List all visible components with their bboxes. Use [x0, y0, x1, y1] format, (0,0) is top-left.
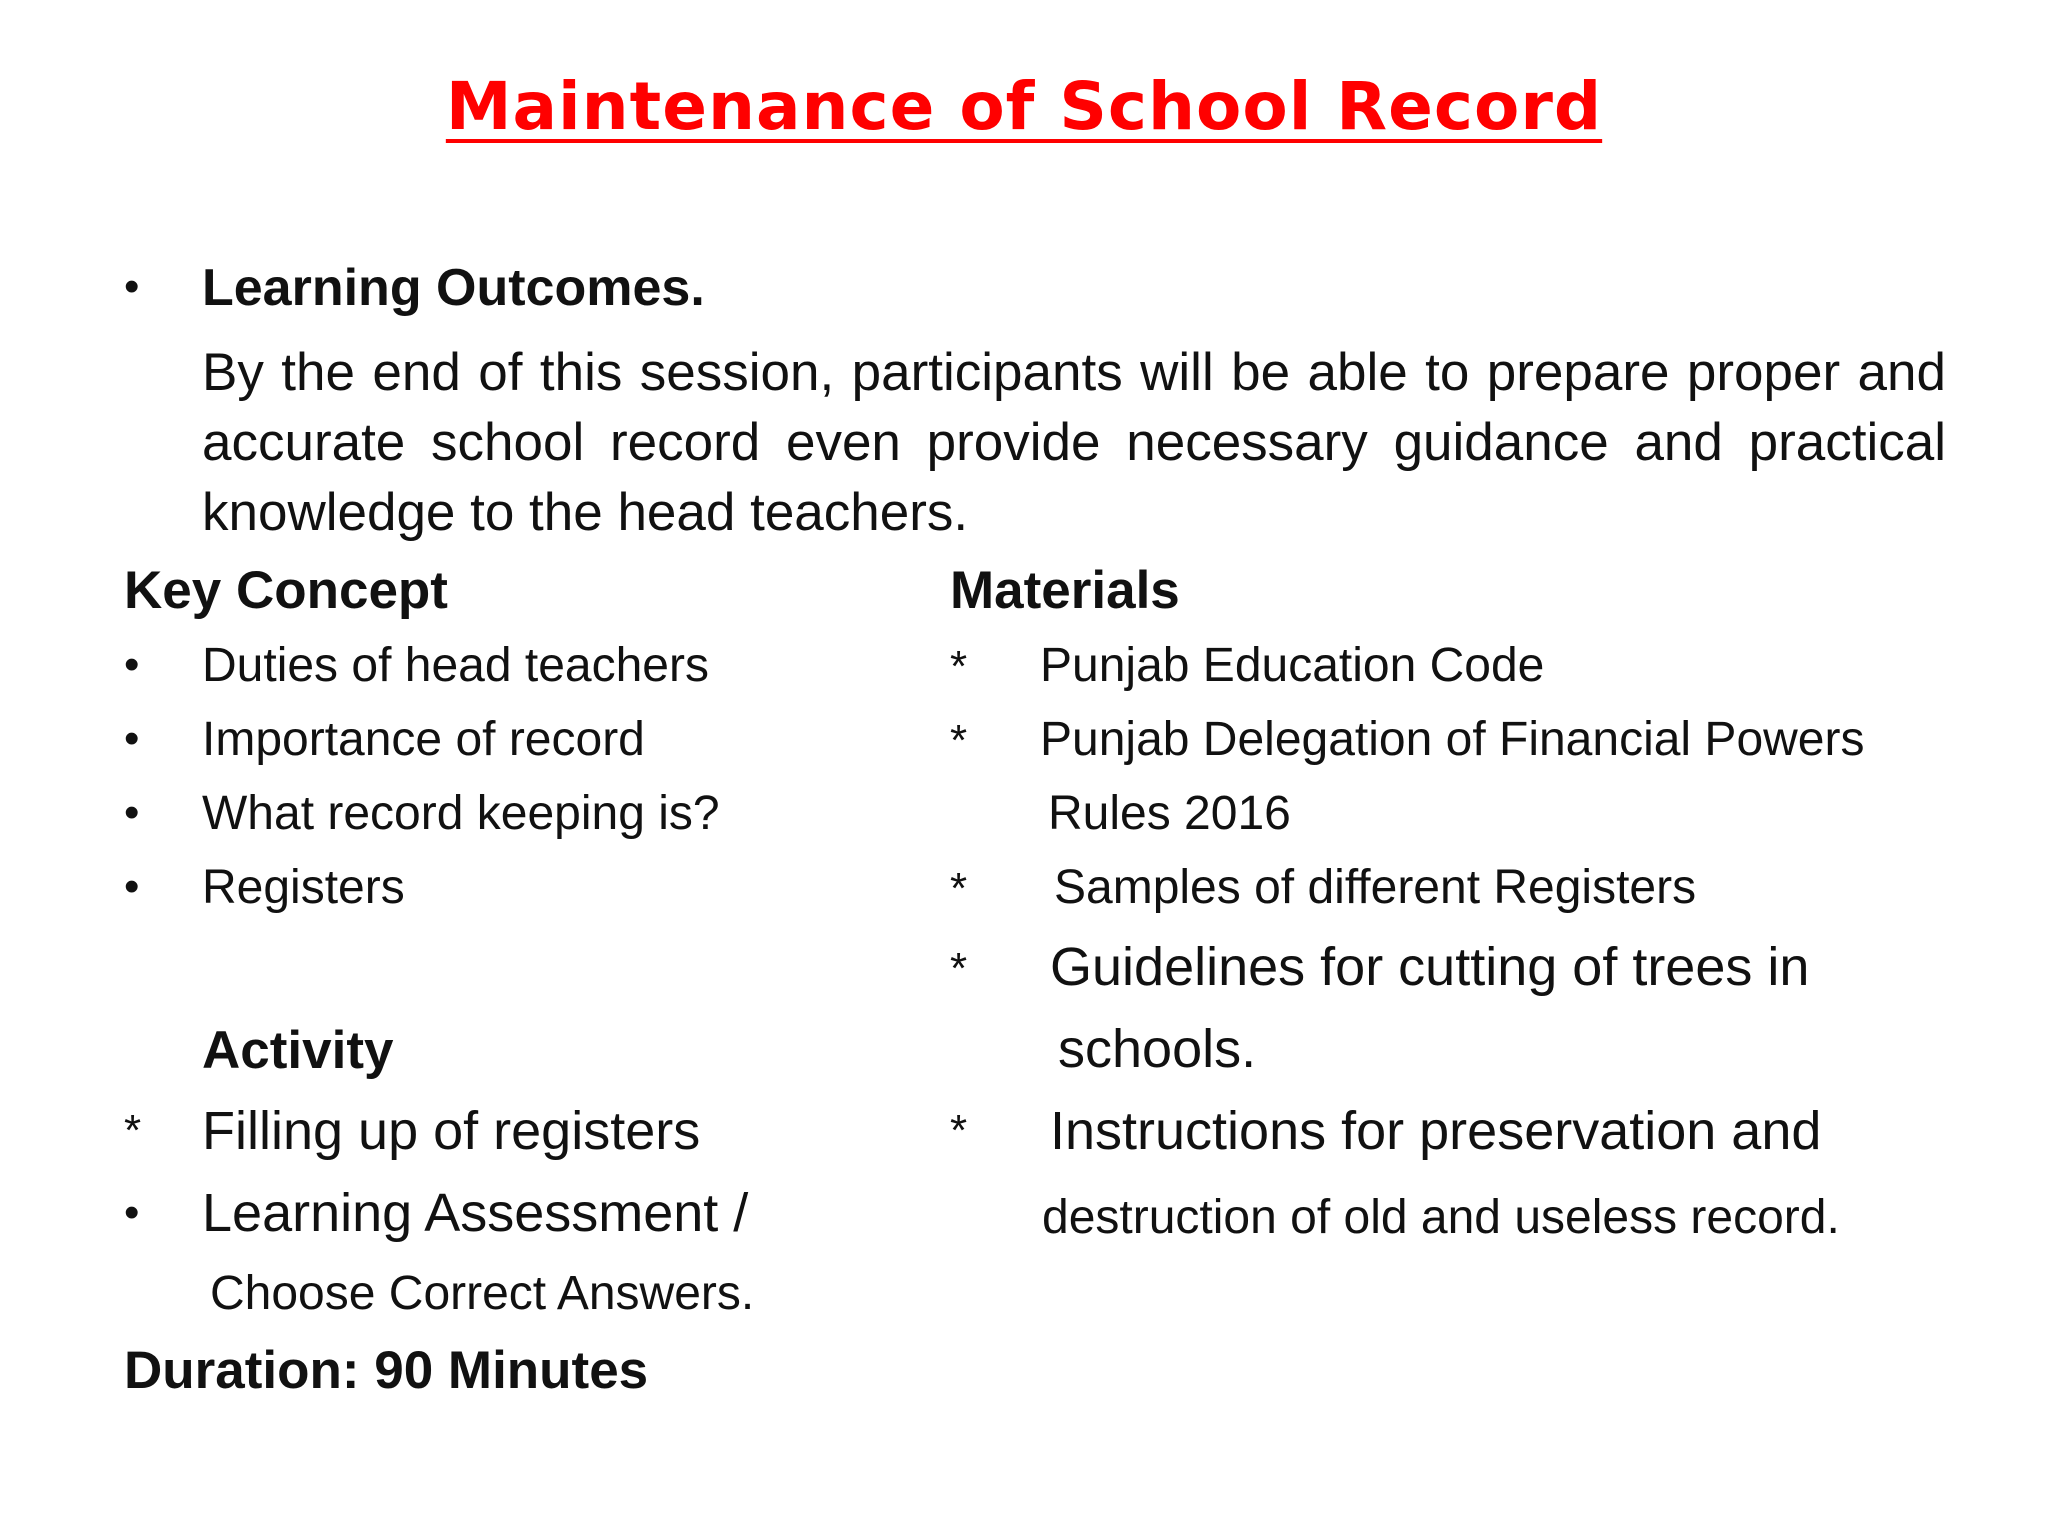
slide-title: [0, 62, 2048, 152]
key-concept-item: Duties of head teachers: [202, 639, 709, 692]
learning-outcomes-text: By the end of this session, participants will be able to prepare proper and accurate school record even provide necessary guidance and practical knowledge to the head teachers.: [202, 343, 1946, 542]
key-concept-item: Registers: [202, 861, 405, 914]
materials-item: Punjab Delegation of Financial Powers: [1040, 713, 1865, 766]
bullet-icon: •: [124, 788, 140, 837]
materials-item-continued: schools.: [1058, 1019, 1257, 1079]
asterisk-icon: *: [950, 1106, 968, 1155]
asterisk-icon: *: [124, 1106, 142, 1155]
activity-item: Filling up of registers: [202, 1101, 701, 1161]
materials-item: Samples of different Registers: [1054, 861, 1697, 914]
materials-item: Punjab Education Code: [1040, 639, 1545, 692]
bullet-icon: •: [124, 262, 140, 311]
key-concept-item: What record keeping is?: [202, 787, 720, 840]
slide-title-text: Maintenance of School Record: [445, 68, 1603, 145]
learning-outcomes-heading: Learning Outcomes.: [202, 259, 705, 317]
materials-item: Instructions for preservation and: [1050, 1101, 1822, 1161]
key-concept-heading: Key Concept: [124, 561, 448, 620]
bullet-icon: •: [124, 640, 140, 689]
materials-item-continued: Rules 2016: [1048, 787, 1291, 840]
duration-text: Duration: 90 Minutes: [124, 1341, 649, 1400]
activity-item-continued: Choose Correct Answers.: [210, 1267, 755, 1320]
bullet-icon: •: [124, 714, 140, 763]
key-concept-item: Importance of record: [202, 713, 645, 766]
activity-item: Learning Assessment /: [202, 1183, 749, 1243]
asterisk-icon: *: [950, 944, 968, 993]
bullet-icon: •: [124, 862, 140, 911]
asterisk-icon: *: [950, 716, 968, 765]
materials-item-continued: destruction of old and useless record.: [1042, 1191, 1840, 1244]
materials-heading: Materials: [950, 561, 1180, 620]
asterisk-icon: *: [950, 642, 968, 691]
asterisk-icon: *: [950, 864, 968, 913]
materials-item: Guidelines for cutting of trees in: [1050, 937, 1810, 997]
activity-heading: Activity: [202, 1021, 394, 1080]
bullet-icon: •: [124, 1188, 140, 1237]
